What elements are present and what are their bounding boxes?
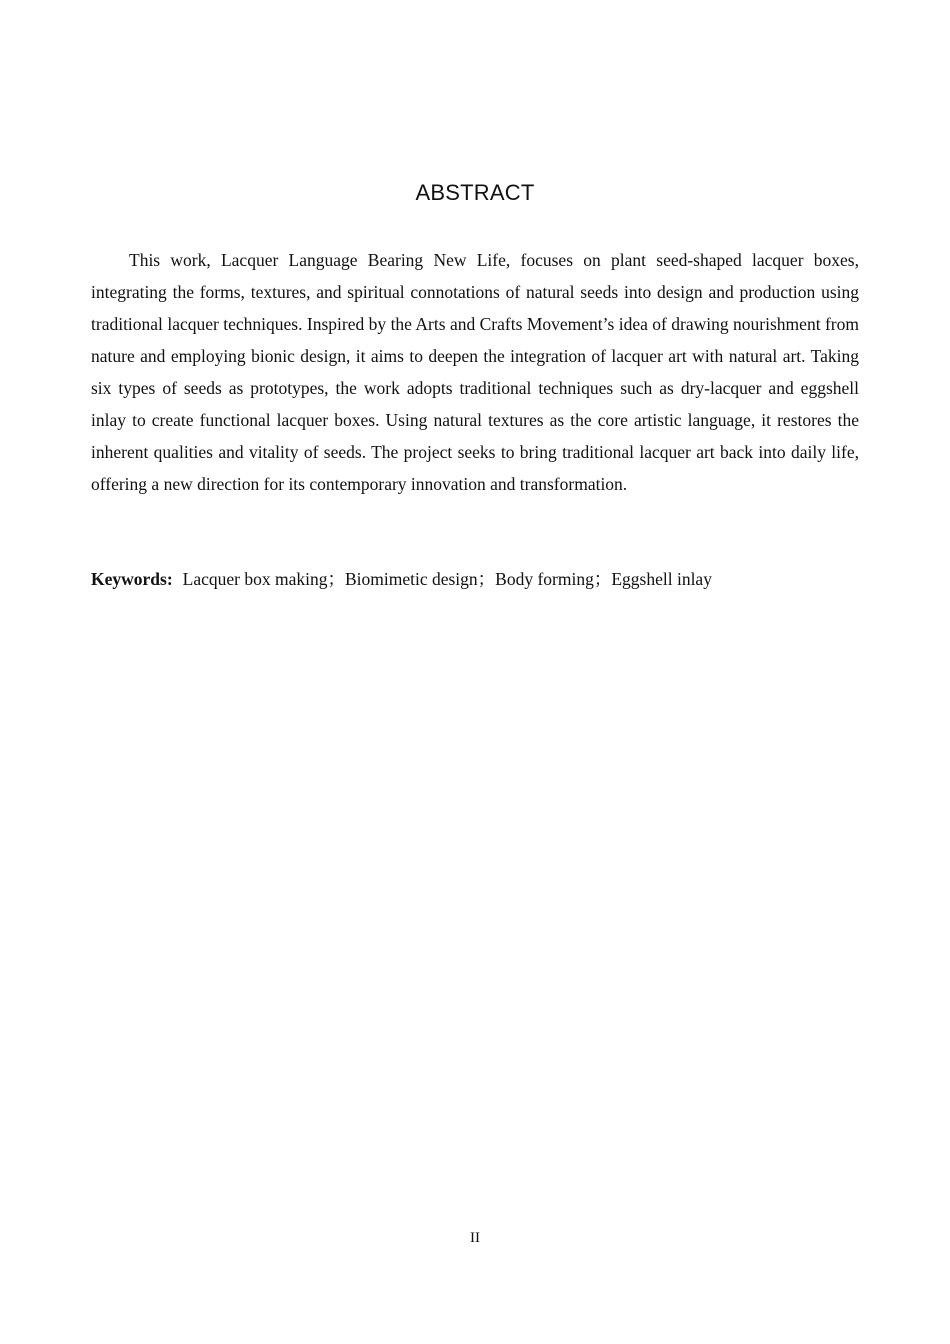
keywords-label: Keywords: xyxy=(91,569,173,589)
keywords-list: Lacquer box making；Biomimetic design；Body forming；Eggshell inlay xyxy=(182,569,712,589)
keywords-line xyxy=(91,563,859,595)
page-title: ABSTRACT xyxy=(415,180,535,205)
page-number: II xyxy=(470,1230,480,1246)
abstract-paragraph: This work, Lacquer Language Bearing New Life, focuses on plant seed-shaped lacquer boxes, integrating the forms, textures, and spiritual connotations of natural seeds into design and production using traditional lacquer techniques. Inspired by the Arts and Crafts Movement’s idea of drawing nourishment from nature and employing bionic design, it aims to deepen the integration of lacquer art with natural art. Taking six types of seeds as prototypes, the work adopts traditional techniques such as dry-lacquer and eggshell inlay to create functional lacquer boxes. Using natural textures as the core artistic language, it restores the inherent qualities and vitality of seeds. The project seeks to bring traditional lacquer art back into daily life, offering a new direction for its contemporary innovation and transformation. xyxy=(91,250,859,494)
